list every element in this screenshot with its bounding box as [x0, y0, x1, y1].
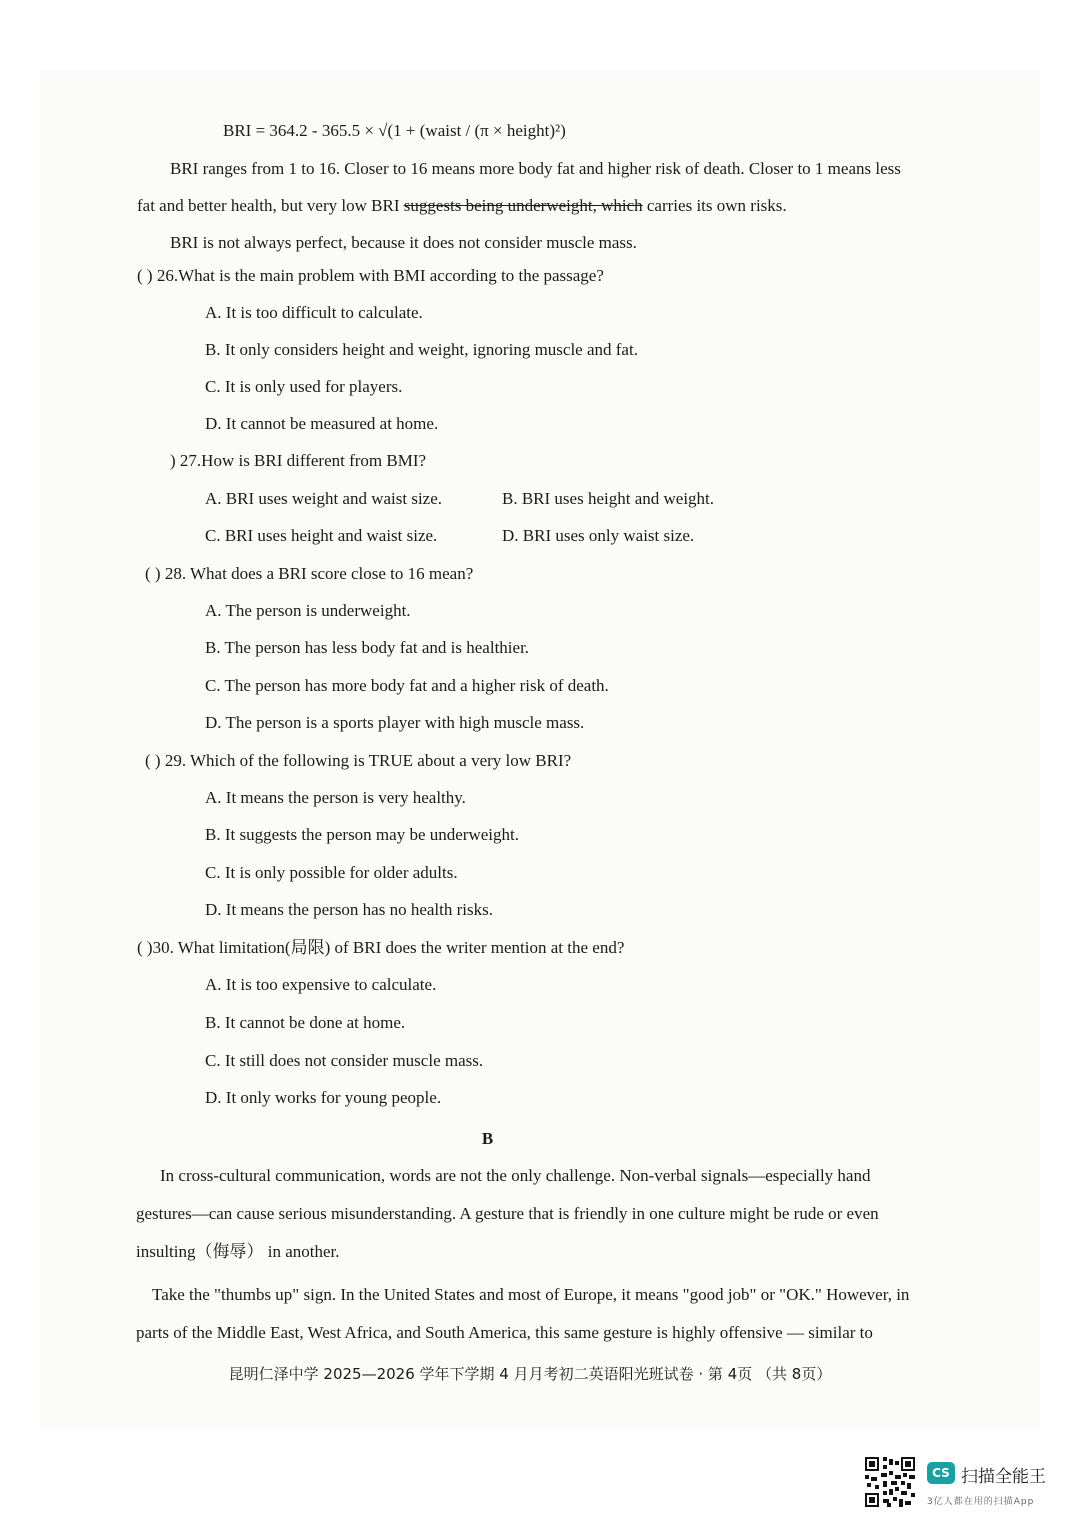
question-29-option-c: C. It is only possible for older adults. — [205, 863, 458, 882]
passage-b-paragraph-1-line-3: insulting（侮辱） in another. — [136, 1242, 340, 1261]
passage-b-paragraph-2-line-2: parts of the Middle East, West Africa, and South America, this same gesture is highly offensive — similar to — [136, 1323, 873, 1342]
question-27-option-d: D. BRI uses only waist size. — [502, 526, 695, 545]
text-segment: carries its own risks. — [642, 196, 787, 215]
question-27-option-b: B. BRI uses height and weight. — [502, 489, 715, 508]
question-29-stem: ( ) 29. Which of the following is TRUE about a very low BRI? — [145, 751, 572, 770]
question-30-option-d: D. It only works for young people. — [205, 1088, 442, 1107]
page-footer: 昆明仁泽中学 2025—2026 学年下学期 4 月月考初二英语阳光班试卷 · 第 4页 （共 8页） — [228, 1365, 832, 1383]
passage-a-paragraph-1-line-2 — [137, 197, 787, 214]
question-28-option-b: B. The person has less body fat and is healthier. — [205, 638, 530, 657]
question-26-option-c: C. It is only used for players. — [205, 377, 403, 396]
question-30-option-c: C. It still does not consider muscle mass. — [205, 1051, 484, 1070]
passage-b-paragraph-1-line-2: gestures—can cause serious misunderstanding. A gesture that is friendly in one culture might be rude or even — [136, 1204, 879, 1223]
question-27-stem: ) 27.How is BRI different from BMI? — [170, 451, 427, 470]
passage-b-paragraph-2-line-1: Take the "thumbs up" sign. In the United States and most of Europe, it means "good job" or "OK." However, in — [152, 1285, 910, 1304]
question-29-option-b: B. It suggests the person may be underweight. — [205, 825, 519, 844]
camscanner-subtitle: 3亿人都在用的扫描App — [927, 1497, 1035, 1507]
scanner-watermark — [865, 1457, 1065, 1509]
text-segment: fat and better health, but very low BRI — [137, 196, 404, 215]
qr-code-icon — [865, 1457, 915, 1507]
question-28-option-c: C. The person has more body fat and a higher risk of death. — [205, 676, 609, 695]
question-29-option-d: D. It means the person has no health risks. — [205, 900, 493, 919]
question-30-option-a: A. It is too expensive to calculate. — [205, 975, 437, 994]
struck-text: suggests being underweight, which — [403, 196, 643, 215]
bri-formula: BRI = 364.2 - 365.5 × √(1 + (waist / (π × height)²) — [223, 121, 566, 140]
question-26-option-a: A. It is too difficult to calculate. — [205, 303, 423, 322]
camscanner-logo: CS — [927, 1462, 955, 1484]
passage-a-paragraph-2: BRI is not always perfect, because it does not consider muscle mass. — [170, 233, 637, 252]
question-27-option-c: C. BRI uses height and waist size. — [205, 526, 438, 545]
question-26-option-d: D. It cannot be measured at home. — [205, 414, 439, 433]
question-29-option-a: A. It means the person is very healthy. — [205, 788, 466, 807]
question-28-stem: ( ) 28. What does a BRI score close to 16 mean? — [145, 564, 474, 583]
section-b-heading: B — [481, 1129, 494, 1148]
question-30-option-b: B. It cannot be done at home. — [205, 1013, 406, 1032]
question-28-option-a: A. The person is underweight. — [205, 601, 411, 620]
question-28-option-d: D. The person is a sports player with high muscle mass. — [205, 713, 585, 732]
question-27-option-a: A. BRI uses weight and waist size. — [205, 489, 443, 508]
question-26-option-b: B. It only considers height and weight, ignoring muscle and fat. — [205, 340, 638, 359]
passage-b-paragraph-1-line-1: In cross-cultural communication, words are not the only challenge. Non-verbal signals—especially hand — [160, 1166, 871, 1185]
passage-a-paragraph-1: BRI ranges from 1 to 16. Closer to 16 means more body fat and higher risk of death. Closer to 1 means less — [170, 159, 901, 178]
question-26-stem: ( ) 26.What is the main problem with BMI according to the passage? — [137, 266, 604, 285]
camscanner-title: 扫描全能王 — [961, 1467, 1046, 1487]
question-30-stem: ( )30. What limitation(局限) of BRI does the writer mention at the end? — [137, 938, 625, 957]
